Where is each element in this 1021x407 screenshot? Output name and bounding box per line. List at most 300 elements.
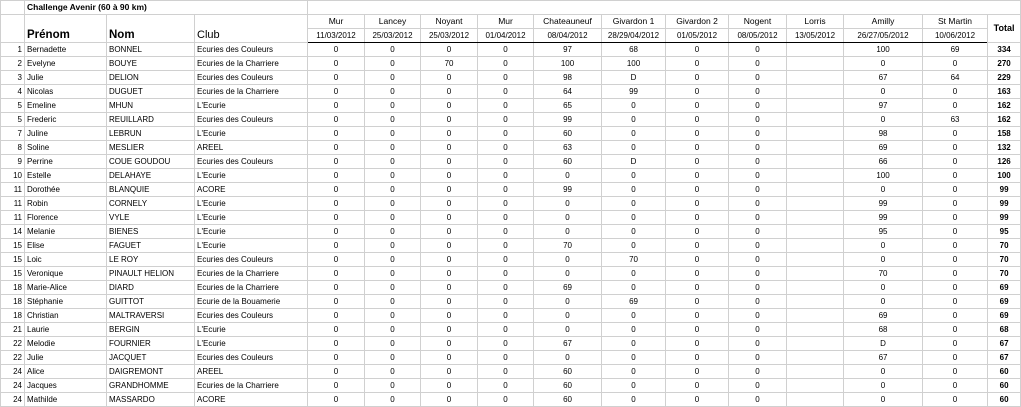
score-cell[interactable]: 0 — [844, 113, 923, 127]
score-cell[interactable]: 0 — [729, 239, 787, 253]
score-cell[interactable]: 0 — [308, 169, 365, 183]
rank-cell[interactable]: 9 — [1, 155, 25, 169]
total-cell[interactable]: 70 — [988, 253, 1021, 267]
prenom-cell[interactable]: Jacques — [25, 379, 107, 393]
score-cell[interactable]: 0 — [923, 351, 988, 365]
nom-cell[interactable]: BIENES — [107, 225, 195, 239]
score-cell[interactable]: 0 — [729, 365, 787, 379]
score-cell[interactable]: 0 — [602, 365, 666, 379]
total-cell[interactable]: 158 — [988, 127, 1021, 141]
score-cell[interactable]: 0 — [365, 379, 421, 393]
score-cell[interactable]: 0 — [308, 183, 365, 197]
score-cell[interactable]: 0 — [666, 351, 729, 365]
nom-cell[interactable]: PINAULT HELION — [107, 267, 195, 281]
score-cell[interactable] — [787, 183, 844, 197]
score-cell[interactable]: 67 — [844, 351, 923, 365]
total-cell[interactable]: 67 — [988, 351, 1021, 365]
score-cell[interactable]: 0 — [729, 127, 787, 141]
nom-cell[interactable]: FOURNIER — [107, 337, 195, 351]
club-cell[interactable]: L'Ecurie — [195, 197, 308, 211]
score-cell[interactable] — [787, 127, 844, 141]
nom-cell[interactable]: MESLIER — [107, 141, 195, 155]
score-cell[interactable]: 0 — [923, 239, 988, 253]
nom-cell[interactable]: FAGUET — [107, 239, 195, 253]
score-cell[interactable]: 0 — [729, 183, 787, 197]
score-cell[interactable]: 0 — [844, 295, 923, 309]
rank-cell[interactable]: 15 — [1, 239, 25, 253]
score-cell[interactable]: 0 — [365, 309, 421, 323]
total-cell[interactable]: 162 — [988, 99, 1021, 113]
score-cell[interactable]: 0 — [729, 169, 787, 183]
event-date-cell[interactable]: 10/06/2012 — [923, 29, 988, 43]
club-cell[interactable]: Ecuries des Couleurs — [195, 113, 308, 127]
score-cell[interactable]: 0 — [729, 99, 787, 113]
empty-cell[interactable] — [1, 1, 25, 15]
club-cell[interactable]: ACORE — [195, 393, 308, 407]
score-cell[interactable]: 0 — [844, 281, 923, 295]
score-cell[interactable]: 0 — [923, 141, 988, 155]
score-cell[interactable]: 100 — [602, 57, 666, 71]
score-cell[interactable]: 0 — [421, 295, 478, 309]
total-cell[interactable]: 99 — [988, 183, 1021, 197]
score-cell[interactable]: 0 — [534, 267, 602, 281]
score-cell[interactable]: 0 — [478, 351, 534, 365]
score-cell[interactable]: 69 — [534, 281, 602, 295]
score-cell[interactable]: 0 — [602, 337, 666, 351]
club-cell[interactable]: Ecuries de la Charriere — [195, 267, 308, 281]
nom-cell[interactable]: BONNEL — [107, 43, 195, 57]
score-cell[interactable]: 0 — [923, 393, 988, 407]
score-cell[interactable]: 0 — [602, 281, 666, 295]
nom-cell[interactable]: GUITTOT — [107, 295, 195, 309]
rank-cell[interactable]: 18 — [1, 309, 25, 323]
score-cell[interactable]: 0 — [602, 309, 666, 323]
club-cell[interactable]: Ecuries de la Charriere — [195, 57, 308, 71]
score-cell[interactable]: 0 — [666, 183, 729, 197]
score-cell[interactable]: 0 — [478, 281, 534, 295]
score-cell[interactable]: 0 — [666, 281, 729, 295]
event-name-cell[interactable]: Givardon 2 — [666, 15, 729, 29]
rank-cell[interactable]: 4 — [1, 85, 25, 99]
prenom-cell[interactable]: Perrine — [25, 155, 107, 169]
prenom-cell[interactable]: Stéphanie — [25, 295, 107, 309]
score-cell[interactable]: 0 — [365, 99, 421, 113]
nom-cell[interactable]: DAIGREMONT — [107, 365, 195, 379]
prenom-cell[interactable]: Melodie — [25, 337, 107, 351]
score-cell[interactable]: 0 — [308, 99, 365, 113]
score-cell[interactable]: 0 — [729, 211, 787, 225]
score-cell[interactable]: 0 — [421, 127, 478, 141]
score-cell[interactable]: 0 — [534, 323, 602, 337]
prenom-cell[interactable]: Elise — [25, 239, 107, 253]
total-cell[interactable]: 69 — [988, 309, 1021, 323]
event-date-cell[interactable]: 26/27/05/2012 — [844, 29, 923, 43]
score-cell[interactable]: 0 — [923, 57, 988, 71]
score-cell[interactable]: 0 — [666, 71, 729, 85]
score-cell[interactable]: 0 — [421, 337, 478, 351]
nom-cell[interactable]: JACQUET — [107, 351, 195, 365]
score-cell[interactable]: 0 — [478, 155, 534, 169]
score-cell[interactable]: 0 — [365, 253, 421, 267]
club-cell[interactable]: Ecuries de la Charriere — [195, 281, 308, 295]
club-cell[interactable]: AREEL — [195, 141, 308, 155]
rank-cell[interactable]: 5 — [1, 99, 25, 113]
total-cell[interactable]: 70 — [988, 267, 1021, 281]
score-cell[interactable]: 0 — [478, 309, 534, 323]
score-cell[interactable] — [787, 57, 844, 71]
score-cell[interactable]: 0 — [365, 85, 421, 99]
score-cell[interactable]: 0 — [365, 267, 421, 281]
score-cell[interactable]: D — [602, 155, 666, 169]
score-cell[interactable]: 100 — [844, 169, 923, 183]
score-cell[interactable]: 0 — [365, 169, 421, 183]
score-cell[interactable]: 0 — [478, 393, 534, 407]
score-cell[interactable]: 70 — [602, 253, 666, 267]
score-cell[interactable]: 0 — [421, 351, 478, 365]
nom-cell[interactable]: DELION — [107, 71, 195, 85]
prenom-cell[interactable]: Marie-Alice — [25, 281, 107, 295]
score-cell[interactable]: 0 — [666, 379, 729, 393]
score-cell[interactable]: 0 — [666, 127, 729, 141]
score-cell[interactable]: 0 — [666, 85, 729, 99]
event-date-cell[interactable]: 11/03/2012 — [308, 29, 365, 43]
score-cell[interactable] — [787, 197, 844, 211]
event-date-cell[interactable]: 08/04/2012 — [534, 29, 602, 43]
score-cell[interactable]: 0 — [729, 351, 787, 365]
score-cell[interactable]: 0 — [365, 113, 421, 127]
rank-cell[interactable]: 10 — [1, 169, 25, 183]
total-cell[interactable]: 69 — [988, 295, 1021, 309]
header-prenom[interactable]: Prénom — [25, 15, 107, 43]
score-cell[interactable]: 0 — [308, 267, 365, 281]
prenom-cell[interactable]: Estelle — [25, 169, 107, 183]
score-cell[interactable]: 0 — [365, 323, 421, 337]
score-cell[interactable]: 0 — [308, 225, 365, 239]
empty-cell[interactable] — [1, 15, 25, 43]
score-cell[interactable]: 0 — [666, 337, 729, 351]
club-cell[interactable]: L'Ecurie — [195, 211, 308, 225]
rank-cell[interactable]: 22 — [1, 351, 25, 365]
score-cell[interactable]: 0 — [923, 323, 988, 337]
score-cell[interactable]: 0 — [923, 211, 988, 225]
score-cell[interactable]: 0 — [308, 43, 365, 57]
score-cell[interactable]: 0 — [478, 295, 534, 309]
total-cell[interactable]: 69 — [988, 281, 1021, 295]
score-cell[interactable]: 0 — [365, 295, 421, 309]
score-cell[interactable]: 0 — [365, 351, 421, 365]
score-cell[interactable]: 0 — [602, 169, 666, 183]
score-cell[interactable] — [787, 43, 844, 57]
score-cell[interactable]: 69 — [923, 43, 988, 57]
score-cell[interactable]: 0 — [365, 337, 421, 351]
score-cell[interactable]: 0 — [365, 127, 421, 141]
score-cell[interactable]: 0 — [729, 295, 787, 309]
score-cell[interactable]: 0 — [308, 351, 365, 365]
prenom-cell[interactable]: Robin — [25, 197, 107, 211]
score-cell[interactable]: 0 — [478, 365, 534, 379]
score-cell[interactable]: 0 — [844, 239, 923, 253]
score-cell[interactable]: 0 — [666, 309, 729, 323]
score-cell[interactable]: 0 — [923, 253, 988, 267]
rank-cell[interactable]: 5 — [1, 113, 25, 127]
score-cell[interactable]: 0 — [308, 309, 365, 323]
club-cell[interactable]: Ecurie de la Bouamerie — [195, 295, 308, 309]
score-cell[interactable]: 60 — [534, 365, 602, 379]
score-cell[interactable]: 0 — [308, 253, 365, 267]
prenom-cell[interactable]: Christian — [25, 309, 107, 323]
score-cell[interactable]: 0 — [421, 309, 478, 323]
club-cell[interactable]: ACORE — [195, 183, 308, 197]
rank-cell[interactable]: 15 — [1, 253, 25, 267]
score-cell[interactable]: 0 — [421, 225, 478, 239]
club-cell[interactable]: Ecuries des Couleurs — [195, 155, 308, 169]
score-cell[interactable]: 0 — [666, 365, 729, 379]
score-cell[interactable]: 0 — [308, 337, 365, 351]
score-cell[interactable]: 0 — [365, 225, 421, 239]
rank-cell[interactable]: 7 — [1, 127, 25, 141]
club-cell[interactable]: L'Ecurie — [195, 169, 308, 183]
club-cell[interactable]: L'Ecurie — [195, 323, 308, 337]
event-name-cell[interactable]: Lorris — [787, 15, 844, 29]
club-cell[interactable]: Ecuries des Couleurs — [195, 309, 308, 323]
event-name-cell[interactable]: St Martin — [923, 15, 988, 29]
score-cell[interactable]: 0 — [478, 71, 534, 85]
total-cell[interactable]: 99 — [988, 197, 1021, 211]
club-cell[interactable]: Ecuries de la Charriere — [195, 379, 308, 393]
score-cell[interactable]: 67 — [844, 71, 923, 85]
rank-cell[interactable]: 18 — [1, 295, 25, 309]
rank-cell[interactable]: 24 — [1, 379, 25, 393]
score-cell[interactable] — [787, 295, 844, 309]
rank-cell[interactable]: 2 — [1, 57, 25, 71]
club-cell[interactable]: Ecuries des Couleurs — [195, 71, 308, 85]
score-cell[interactable]: 97 — [534, 43, 602, 57]
score-cell[interactable] — [787, 211, 844, 225]
total-cell[interactable]: 60 — [988, 365, 1021, 379]
score-cell[interactable]: 0 — [923, 183, 988, 197]
club-cell[interactable]: L'Ecurie — [195, 127, 308, 141]
club-cell[interactable]: L'Ecurie — [195, 337, 308, 351]
score-cell[interactable]: 0 — [478, 113, 534, 127]
score-cell[interactable]: 0 — [421, 253, 478, 267]
score-cell[interactable]: 0 — [478, 197, 534, 211]
rank-cell[interactable]: 11 — [1, 211, 25, 225]
nom-cell[interactable]: DELAHAYE — [107, 169, 195, 183]
score-cell[interactable]: 0 — [923, 197, 988, 211]
score-cell[interactable]: 0 — [308, 113, 365, 127]
score-cell[interactable]: 0 — [421, 43, 478, 57]
score-cell[interactable]: 0 — [729, 197, 787, 211]
sheet-title[interactable]: Challenge Avenir (60 à 90 km) — [25, 1, 308, 15]
score-cell[interactable]: 0 — [478, 323, 534, 337]
score-cell[interactable]: 0 — [923, 267, 988, 281]
score-cell[interactable] — [787, 337, 844, 351]
score-cell[interactable]: 0 — [308, 211, 365, 225]
nom-cell[interactable]: MASSARDO — [107, 393, 195, 407]
score-cell[interactable]: 68 — [844, 323, 923, 337]
prenom-cell[interactable]: Mathilde — [25, 393, 107, 407]
score-cell[interactable] — [787, 113, 844, 127]
nom-cell[interactable]: BLANQUIE — [107, 183, 195, 197]
event-name-cell[interactable]: Chateauneuf — [534, 15, 602, 29]
score-cell[interactable] — [787, 141, 844, 155]
score-cell[interactable]: 0 — [365, 141, 421, 155]
score-cell[interactable]: 0 — [534, 225, 602, 239]
club-cell[interactable]: Ecuries des Couleurs — [195, 351, 308, 365]
score-cell[interactable]: 0 — [478, 183, 534, 197]
score-cell[interactable]: 0 — [729, 57, 787, 71]
score-cell[interactable]: 0 — [365, 239, 421, 253]
club-cell[interactable]: Ecuries des Couleurs — [195, 253, 308, 267]
total-cell[interactable]: 60 — [988, 393, 1021, 407]
score-cell[interactable]: 0 — [729, 141, 787, 155]
score-cell[interactable]: 0 — [602, 267, 666, 281]
score-cell[interactable]: 0 — [308, 85, 365, 99]
score-cell[interactable]: 0 — [729, 113, 787, 127]
score-cell[interactable]: 0 — [308, 239, 365, 253]
score-cell[interactable]: 0 — [602, 211, 666, 225]
nom-cell[interactable]: BERGIN — [107, 323, 195, 337]
score-cell[interactable]: 0 — [534, 197, 602, 211]
score-cell[interactable]: 0 — [308, 323, 365, 337]
score-cell[interactable]: 0 — [365, 57, 421, 71]
score-cell[interactable]: 0 — [308, 295, 365, 309]
score-cell[interactable]: 0 — [729, 267, 787, 281]
score-cell[interactable]: 0 — [666, 197, 729, 211]
nom-cell[interactable]: COUE GOUDOU — [107, 155, 195, 169]
rank-cell[interactable]: 15 — [1, 267, 25, 281]
score-cell[interactable]: 0 — [421, 379, 478, 393]
score-cell[interactable]: 99 — [534, 113, 602, 127]
score-cell[interactable] — [787, 225, 844, 239]
score-cell[interactable]: 0 — [421, 267, 478, 281]
score-cell[interactable] — [787, 323, 844, 337]
score-cell[interactable] — [787, 239, 844, 253]
score-cell[interactable]: 0 — [421, 99, 478, 113]
header-nom[interactable]: Nom — [107, 15, 195, 43]
score-cell[interactable]: 0 — [666, 99, 729, 113]
nom-cell[interactable]: DIARD — [107, 281, 195, 295]
empty-cell[interactable] — [308, 1, 1021, 15]
score-cell[interactable]: 70 — [844, 267, 923, 281]
total-cell[interactable]: 68 — [988, 323, 1021, 337]
score-cell[interactable]: 0 — [478, 57, 534, 71]
score-cell[interactable]: 0 — [666, 225, 729, 239]
score-cell[interactable]: 0 — [365, 281, 421, 295]
nom-cell[interactable]: VYLE — [107, 211, 195, 225]
score-cell[interactable]: 0 — [602, 127, 666, 141]
score-cell[interactable]: 0 — [666, 323, 729, 337]
total-cell[interactable]: 60 — [988, 379, 1021, 393]
score-cell[interactable]: 64 — [923, 71, 988, 85]
score-cell[interactable]: 0 — [666, 113, 729, 127]
score-cell[interactable]: 100 — [844, 43, 923, 57]
score-cell[interactable]: 0 — [844, 85, 923, 99]
rank-cell[interactable]: 11 — [1, 183, 25, 197]
nom-cell[interactable]: MALTRAVERSI — [107, 309, 195, 323]
score-cell[interactable]: 0 — [923, 379, 988, 393]
club-cell[interactable]: L'Ecurie — [195, 239, 308, 253]
score-cell[interactable]: 0 — [478, 43, 534, 57]
score-cell[interactable]: 0 — [666, 155, 729, 169]
total-cell[interactable]: 162 — [988, 113, 1021, 127]
score-cell[interactable]: 99 — [844, 211, 923, 225]
score-cell[interactable]: 0 — [923, 365, 988, 379]
score-cell[interactable]: D — [602, 71, 666, 85]
score-cell[interactable]: 0 — [729, 85, 787, 99]
score-cell[interactable]: 0 — [478, 141, 534, 155]
score-cell[interactable]: 0 — [666, 57, 729, 71]
score-cell[interactable]: 0 — [421, 281, 478, 295]
event-date-cell[interactable]: 13/05/2012 — [787, 29, 844, 43]
score-cell[interactable]: 0 — [923, 295, 988, 309]
total-cell[interactable]: 132 — [988, 141, 1021, 155]
score-cell[interactable]: 70 — [534, 239, 602, 253]
score-cell[interactable]: 0 — [923, 225, 988, 239]
event-name-cell[interactable]: Mur — [308, 15, 365, 29]
score-cell[interactable]: 0 — [602, 323, 666, 337]
score-cell[interactable]: 0 — [421, 183, 478, 197]
event-date-cell[interactable]: 08/05/2012 — [729, 29, 787, 43]
score-cell[interactable]: 0 — [602, 141, 666, 155]
score-cell[interactable]: 0 — [666, 43, 729, 57]
score-cell[interactable]: 70 — [421, 57, 478, 71]
rank-cell[interactable]: 22 — [1, 337, 25, 351]
score-cell[interactable]: 0 — [666, 253, 729, 267]
score-cell[interactable]: 0 — [421, 113, 478, 127]
rank-cell[interactable]: 24 — [1, 365, 25, 379]
score-cell[interactable]: 0 — [729, 379, 787, 393]
score-cell[interactable]: 0 — [365, 43, 421, 57]
score-cell[interactable]: 0 — [534, 253, 602, 267]
score-cell[interactable] — [787, 169, 844, 183]
score-cell[interactable]: 0 — [365, 211, 421, 225]
score-cell[interactable]: 0 — [729, 71, 787, 85]
score-cell[interactable]: 0 — [666, 141, 729, 155]
score-cell[interactable]: 68 — [602, 43, 666, 57]
score-cell[interactable]: 0 — [666, 169, 729, 183]
rank-cell[interactable]: 3 — [1, 71, 25, 85]
prenom-cell[interactable]: Frederic — [25, 113, 107, 127]
total-cell[interactable]: 229 — [988, 71, 1021, 85]
score-cell[interactable]: 0 — [729, 309, 787, 323]
score-cell[interactable]: 0 — [308, 155, 365, 169]
score-cell[interactable]: 0 — [923, 85, 988, 99]
total-cell[interactable]: 95 — [988, 225, 1021, 239]
total-cell[interactable]: 99 — [988, 211, 1021, 225]
event-date-cell[interactable]: 28/29/04/2012 — [602, 29, 666, 43]
score-cell[interactable]: 0 — [844, 365, 923, 379]
score-cell[interactable]: 0 — [844, 379, 923, 393]
score-cell[interactable]: 99 — [602, 85, 666, 99]
score-cell[interactable]: 0 — [308, 127, 365, 141]
score-cell[interactable]: 0 — [308, 57, 365, 71]
score-cell[interactable] — [787, 85, 844, 99]
score-cell[interactable]: 64 — [534, 85, 602, 99]
event-name-cell[interactable]: Noyant — [421, 15, 478, 29]
score-cell[interactable]: 0 — [923, 309, 988, 323]
score-cell[interactable] — [787, 393, 844, 407]
score-cell[interactable]: 60 — [534, 155, 602, 169]
score-cell[interactable]: 0 — [602, 239, 666, 253]
prenom-cell[interactable]: Dorothée — [25, 183, 107, 197]
score-cell[interactable]: 0 — [421, 239, 478, 253]
score-cell[interactable]: 0 — [923, 281, 988, 295]
score-cell[interactable]: 0 — [421, 169, 478, 183]
score-cell[interactable]: 0 — [478, 99, 534, 113]
score-cell[interactable]: 100 — [534, 57, 602, 71]
event-name-cell[interactable]: Givardon 1 — [602, 15, 666, 29]
